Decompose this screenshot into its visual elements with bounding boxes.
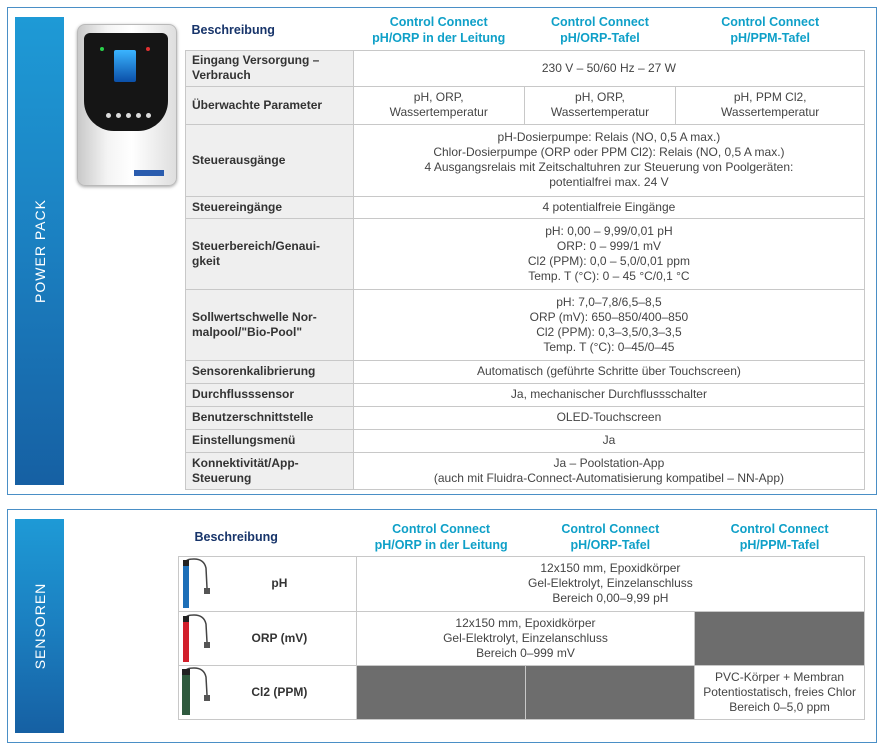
device-button-icon: [106, 113, 111, 118]
table-row: [186, 383, 865, 406]
power-pack-band-label: POWER PACK: [31, 199, 48, 303]
row-value: OLED-Touchscreen: [353, 406, 864, 429]
table-row: [179, 611, 865, 665]
description-header: Beschreibung: [191, 23, 275, 38]
table-row: [186, 452, 865, 489]
row-value: pH: 0,00 – 9,99/0,01 pH ORP: 0 – 999/1 mV Cl2 (PPM): 0,0 – 5,0/0,01 ppm Temp. T (°C): 0 – 45 °C/0,1 °C: [353, 218, 864, 289]
description-header: Beschreibung: [194, 529, 278, 544]
row-label: Steuerausgänge: [186, 124, 354, 196]
sensor-label-orp: ORP (mV): [179, 611, 357, 665]
sensors-band-label: SENSOREN: [31, 582, 48, 670]
row-label: Durchflusssensor: [186, 383, 354, 406]
table-row: [186, 50, 865, 86]
row-label: Konnektivität/App- Steuerung: [186, 452, 354, 489]
table-row: [186, 406, 865, 429]
table-row: [179, 556, 865, 611]
sensor-label-ph: pH: [179, 556, 357, 611]
device-logo: [134, 170, 164, 176]
row-value: Ja – Poolstation-App (auch mit Fluidra-Connect-Automatisierung kompatibel – NN-App): [353, 452, 864, 489]
row-value: 4 potentialfreie Eingänge: [353, 196, 864, 218]
row-value: pH: 7,0–7,8/6,5–8,5 ORP (mV): 650–850/400–850 Cl2 (PPM): 0,3–3,5/0,3–3,5 Temp. T (°C): 0–45/0–45: [353, 289, 864, 360]
col-header-inline: Control Connect pH/ORP in der Leitung: [374, 521, 508, 552]
power-pack-table: [185, 11, 865, 490]
device-red-led: [146, 47, 150, 51]
row-value: 230 V – 50/60 Hz – 27 W: [353, 50, 864, 86]
row-label: Einstellungsmenü: [186, 429, 354, 452]
col-header-board-ppm: Control Connect pH/PPM-Tafel: [721, 15, 820, 46]
row-value: Ja: [353, 429, 864, 452]
device-screen: [114, 50, 136, 82]
orp-probe-icon: [180, 614, 210, 664]
table-row: [186, 86, 865, 124]
row-value: pH, PPM Cl2, Wassertemperatur: [676, 86, 865, 124]
device-button-icon: [146, 113, 151, 118]
table-row: [186, 124, 865, 196]
table-row: [186, 196, 865, 218]
row-value: Ja, mechanischer Durchflussschalter: [353, 383, 864, 406]
device-button-icon: [116, 113, 121, 118]
cl2-probe-icon: [180, 667, 210, 717]
sensor-label-cl2: Cl2 (PPM): [179, 665, 357, 719]
not-applicable-cell: [356, 665, 526, 719]
row-value: pH-Dosierpumpe: Relais (NO, 0,5 A max.) Chlor-Dosierpumpe (ORP oder PPM Cl2): Relais (NO, 0,5 A max.) 4 Ausgangsrelais mit Zeitschaltuhren zur Steuerung von Poolgeräten: potentialfrei max. 24 V: [353, 124, 864, 196]
power-pack-device-image: [77, 24, 177, 186]
row-label: Steuerbereich/Genaui- gkeit: [186, 218, 354, 289]
row-value: pH, ORP, Wassertemperatur: [524, 86, 676, 124]
row-label: Sensorenkalibrierung: [186, 360, 354, 383]
row-label: Sollwertschwelle Nor- malpool/"Bio-Pool": [186, 289, 354, 360]
table-row: [186, 360, 865, 383]
col-header-board-orp: Control Connect pH/ORP-Tafel: [551, 15, 649, 46]
sensors-band: [15, 519, 64, 733]
power-pack-band: [15, 17, 64, 485]
row-label: Steuereingänge: [186, 196, 354, 218]
row-label: Überwachte Parameter: [186, 86, 354, 124]
not-applicable-cell: [695, 611, 865, 665]
row-value: 12x150 mm, Epoxidkörper Gel-Elektrolyt, Einzelanschluss Bereich 0–999 mV: [356, 611, 694, 665]
device-green-led: [100, 47, 104, 51]
row-value: pH, ORP, Wassertemperatur: [353, 86, 524, 124]
col-header-inline: Control Connect pH/ORP in der Leitung: [372, 15, 506, 46]
row-value: 12x150 mm, Epoxidkörper Gel-Elektrolyt, Einzelanschluss Bereich 0,00–9,99 pH: [356, 556, 864, 611]
table-row: [186, 218, 865, 289]
device-button-icon: [126, 113, 131, 118]
row-value: PVC-Körper + Membran Potentiostatisch, freies Chlor Bereich 0–5,0 ppm: [695, 665, 865, 719]
power-pack-header-row: [186, 11, 865, 50]
ph-probe-icon: [180, 558, 210, 610]
device-front-panel: [84, 33, 168, 131]
sensors-table: [178, 518, 865, 720]
row-label: Benutzerschnittstelle: [186, 406, 354, 429]
row-value: Automatisch (geführte Schritte über Touchscreen): [353, 360, 864, 383]
table-row: [186, 429, 865, 452]
col-header-board-ppm: Control Connect pH/PPM-Tafel: [730, 521, 829, 552]
table-row: [179, 665, 865, 719]
col-header-board-orp: Control Connect pH/ORP-Tafel: [561, 521, 660, 552]
not-applicable-cell: [526, 665, 695, 719]
device-button-icon: [136, 113, 141, 118]
sensors-header-row: [179, 518, 865, 556]
row-label: Eingang Versorgung – Verbrauch: [186, 50, 354, 86]
table-row: [186, 289, 865, 360]
